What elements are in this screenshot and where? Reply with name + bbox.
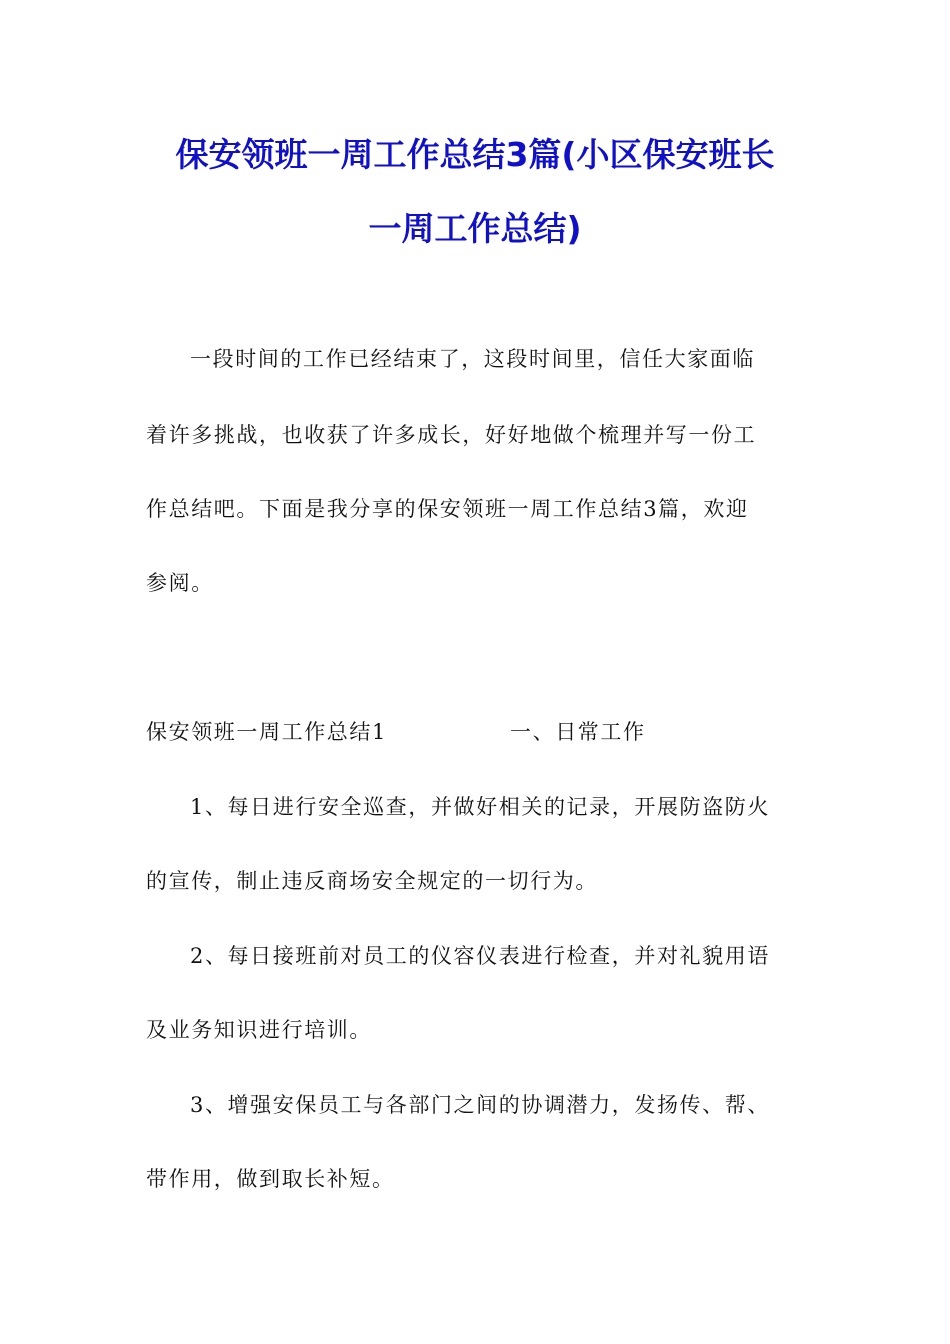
- intro-line-1: 一段时间的工作已经结束了，这段时间里，信任大家面临: [190, 347, 755, 371]
- item-3-line-2: 带作用，做到取长补短。: [146, 1167, 395, 1191]
- intro-line-4: 参阅。: [146, 571, 214, 595]
- document-title-line-1: 保安领班一周工作总结3篇(小区保安班长: [175, 135, 775, 174]
- item-2-line-1: 2、每日接班前对员工的仪容仪表进行检查，并对礼貌用语: [190, 944, 770, 968]
- section-subtitle: 一、日常工作: [510, 720, 646, 744]
- item-1-line-2: 的宣传，制止违反商场安全规定的一切行为。: [146, 869, 598, 893]
- section-title: 保安领班一周工作总结1: [146, 720, 387, 744]
- intro-line-3: 作总结吧。下面是我分享的保安领班一周工作总结3篇，欢迎: [146, 497, 749, 521]
- item-3-line-1: 3、增强安保员工与各部门之间的协调潜力，发扬传、帮、: [190, 1093, 770, 1117]
- document-title-line-2: 一周工作总结): [368, 209, 582, 248]
- intro-line-2: 着许多挑战，也收获了许多成长，好好地做个梳理并写一份工: [146, 423, 757, 447]
- item-2-line-2: 及业务知识进行培训。: [146, 1018, 372, 1042]
- item-1-line-1: 1、每日进行安全巡查，并做好相关的记录，开展防盗防火: [190, 795, 770, 819]
